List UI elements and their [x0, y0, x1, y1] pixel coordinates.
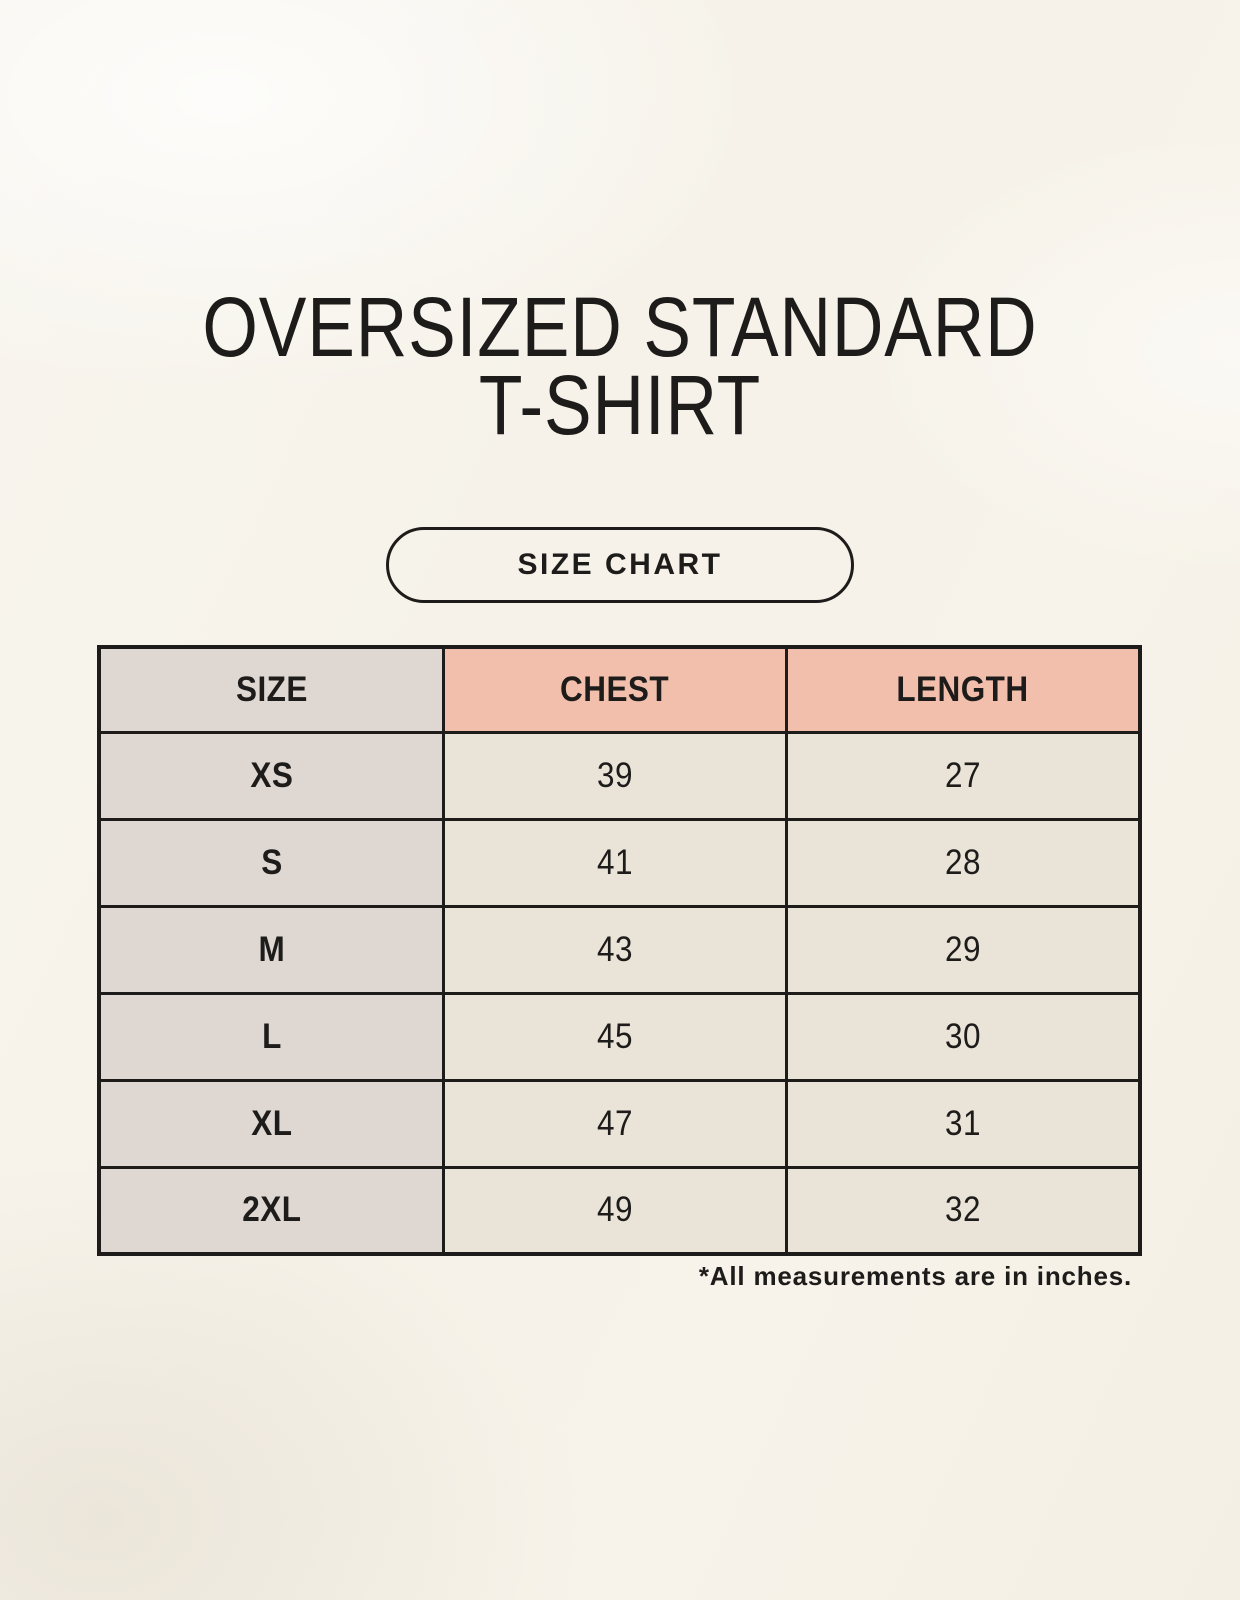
- table-row: [99, 819, 1140, 906]
- chest-cell: [444, 1080, 786, 1167]
- header-chest-label: CHEST: [560, 669, 670, 709]
- chest-value: 41: [596, 842, 633, 882]
- size-table: [97, 645, 1142, 1256]
- size-cell: [99, 1167, 444, 1254]
- size-cell: [99, 906, 444, 993]
- header-cell-length: [786, 647, 1140, 732]
- table-row: [99, 993, 1140, 1080]
- length-cell: [786, 1080, 1140, 1167]
- title-line-1: OVERSIZED STANDARD: [202, 280, 1038, 374]
- size-value: L: [261, 1016, 282, 1056]
- header-cell-size: [99, 647, 444, 732]
- table-row: [99, 906, 1140, 993]
- length-cell: [786, 819, 1140, 906]
- size-value: XS: [250, 755, 293, 795]
- size-value: XL: [250, 1103, 293, 1143]
- size-cell: [99, 819, 444, 906]
- length-value: 30: [944, 1016, 981, 1056]
- chest-value: 43: [596, 929, 633, 969]
- length-value: 29: [944, 929, 981, 969]
- length-value: 32: [944, 1190, 981, 1230]
- chest-cell: [444, 819, 786, 906]
- size-value: M: [258, 929, 285, 969]
- length-cell: [786, 1167, 1140, 1254]
- length-cell: [786, 906, 1140, 993]
- page-title: [93, 280, 1147, 453]
- chest-cell: [444, 1167, 786, 1254]
- size-chart-badge: [386, 527, 854, 603]
- size-cell: [99, 1080, 444, 1167]
- table-row: [99, 1080, 1140, 1167]
- header-length-label: LENGTH: [896, 669, 1029, 709]
- size-cell: [99, 732, 444, 819]
- header-cell-chest: [444, 647, 786, 732]
- chest-cell: [444, 993, 786, 1080]
- size-value: 2XL: [241, 1190, 302, 1230]
- chest-value: 45: [596, 1016, 633, 1056]
- table-row: [99, 732, 1140, 819]
- chest-cell: [444, 906, 786, 993]
- measurement-note: *All measurements are in inches.: [698, 1261, 1132, 1291]
- header-size-label: SIZE: [235, 669, 308, 709]
- length-value: 31: [944, 1103, 981, 1143]
- length-cell: [786, 732, 1140, 819]
- title-line-2: T-SHIRT: [478, 358, 762, 453]
- size-chart-badge-label: SIZE CHART: [517, 548, 723, 581]
- table-row: [99, 1167, 1140, 1254]
- length-cell: [786, 993, 1140, 1080]
- size-value: S: [260, 842, 283, 882]
- chest-value: 47: [596, 1103, 633, 1143]
- length-value: 27: [944, 755, 981, 795]
- size-cell: [99, 993, 444, 1080]
- table-header-row: [99, 647, 1140, 732]
- length-value: 28: [944, 842, 981, 882]
- chest-value: 49: [596, 1190, 633, 1230]
- chest-cell: [444, 732, 786, 819]
- chest-value: 39: [596, 755, 633, 795]
